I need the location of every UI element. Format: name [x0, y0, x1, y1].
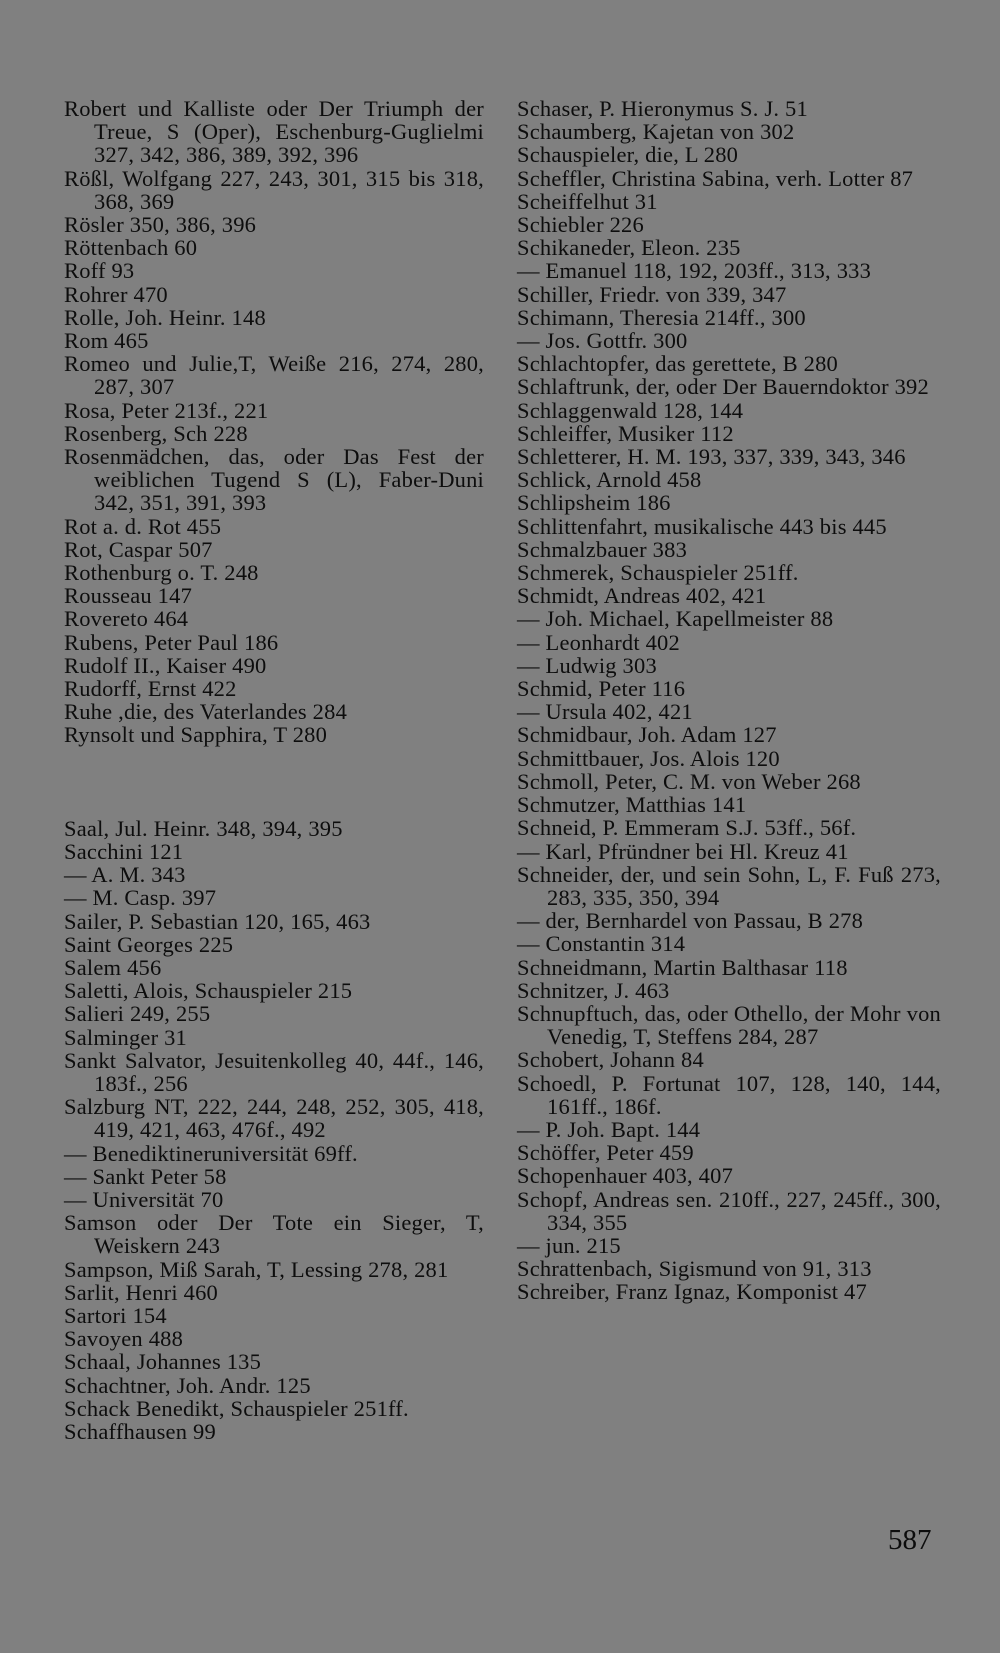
- index-entry: Sailer, P. Sebastian 120, 165, 463: [64, 908, 371, 934]
- index-entry: Schneid, P. Emmeram S.J. 53ff., 56f.: [517, 815, 857, 841]
- index-entry: Schaser, P. Hieronymus S. J. 51: [517, 96, 808, 121]
- index-entry: — Leonhardt 402: [517, 629, 680, 655]
- index-entry: Salzburg NT, 222, 244, 248, 252, 305, 418, 419, 421, 463, 476f., 492: [64, 1094, 484, 1143]
- index-entry: — M. Casp. 397: [64, 885, 217, 911]
- index-entry: Rynsolt und Sapphira, T 280: [64, 722, 328, 748]
- index-entry: Schnupftuch, das, oder Othello, der Mohr von Venedig, T, Steffens 284, 287: [517, 1000, 941, 1050]
- index-entry: Rohrer 470: [64, 281, 168, 307]
- index-entry: Schachtner, Joh. Andr. 125: [64, 1372, 311, 1398]
- index-entry: Sankt Salvator, Jesuitenkolleg 40, 44f., 146, 183f., 256: [64, 1047, 484, 1096]
- index-entry: Ruhe ,die, des Vaterlandes 284: [64, 699, 348, 725]
- index-entry: Rom 465: [64, 328, 149, 354]
- index-entry: Saal, Jul. Heinr. 348, 394, 395: [64, 815, 343, 841]
- index-entry: — Benediktineruniversität 69ff.: [64, 1140, 358, 1166]
- index-entry: Rudolf II., Kaiser 490: [64, 652, 267, 678]
- index-entry: Schlaftrunk, der, oder Der Bauerndoktor 392: [517, 374, 929, 400]
- index-entry: Scheiffelhut 31: [517, 188, 658, 214]
- index-entry: Schobert, Johann 84: [517, 1047, 704, 1073]
- index-entry: Schletterer, H. M. 193, 337, 339, 343, 346: [517, 444, 906, 470]
- index-entry: Schoedl, P. Fortunat 107, 128, 140, 144, 161ff., 186f.: [517, 1070, 941, 1119]
- index-entry: Schlachtopfer, das gerettete, B 280: [517, 351, 838, 377]
- index-entry: Salieri 249, 255: [64, 1001, 211, 1027]
- index-entry: Schiller, Friedr. von 339, 347: [517, 281, 787, 307]
- index-entry: Rubens, Peter Paul 186: [64, 629, 279, 655]
- section-gap: [64, 747, 484, 817]
- index-entry: Rothenburg o. T. 248: [64, 560, 259, 586]
- index-entry: Rosenmädchen, das, oder Das Fest der weiblichen Tugend S (L), Faber-Duni 342, 351, 391, 393: [64, 444, 484, 516]
- index-entry: Schaffhausen 99: [64, 1418, 216, 1444]
- index-entry: Schreiber, Franz Ignaz, Komponist 47: [517, 1279, 867, 1305]
- index-entry: Schmalzbauer 383: [517, 536, 688, 562]
- index-entry: Schack Benedikt, Schauspieler 251ff.: [64, 1395, 409, 1421]
- index-entry: — jun. 215: [517, 1232, 621, 1258]
- index-entry: — P. Joh. Bapt. 144: [517, 1116, 701, 1142]
- index-entry: Roff 93: [64, 258, 135, 284]
- index-entry: Salminger 31: [64, 1024, 188, 1050]
- index-entry: — Sankt Peter 58: [64, 1163, 227, 1189]
- index-entry: — A. M. 343: [64, 862, 186, 888]
- index-entry: Sampson, Miß Sarah, T, Lessing 278, 281: [64, 1256, 449, 1282]
- index-entry: — Constantin 314: [517, 931, 686, 957]
- index-entry: — Ursula 402, 421: [517, 699, 693, 725]
- index-entry: Rovereto 464: [64, 606, 189, 632]
- index-entry: — Emanuel 118, 192, 203ff., 313, 333: [517, 258, 872, 284]
- index-entry: Rößl, Wolfgang 227, 243, 301, 315 bis 318, 368, 369: [64, 165, 484, 214]
- index-entry: Schmittbauer, Jos. Alois 120: [517, 745, 780, 771]
- index-entry: Schlittenfahrt, musikalische 443 bis 445: [517, 513, 887, 539]
- index-entry: — Jos. Gottfr. 300: [517, 328, 688, 354]
- index-entry: Schimann, Theresia 214ff., 300: [517, 304, 806, 330]
- index-entry: Schlipsheim 186: [517, 490, 671, 516]
- index-entry: Rot, Caspar 507: [64, 536, 213, 562]
- index-entry: Scheffler, Christina Sabina, verh. Lotter 87: [517, 165, 914, 191]
- index-entry: Schneider, der, und sein Sohn, L, F. Fuß 273, 283, 335, 350, 394: [517, 861, 941, 910]
- index-entry: Schmidbaur, Joh. Adam 127: [517, 722, 777, 748]
- index-entry: Sarlit, Henri 460: [64, 1279, 219, 1305]
- index-entry: Rousseau 147: [64, 583, 193, 609]
- index-entry: Rosa, Peter 213f., 221: [64, 397, 269, 423]
- index-entry: Schmerek, Schauspieler 251ff.: [517, 560, 799, 586]
- index-entry: Schaumberg, Kajetan von 302: [517, 119, 795, 145]
- index-entry: Schmoll, Peter, C. M. von Weber 268: [517, 768, 861, 794]
- index-entry: Savoyen 488: [64, 1326, 184, 1352]
- index-entry: Schiebler 226: [517, 212, 644, 238]
- index-entry: Rot a. d. Rot 455: [64, 513, 222, 539]
- s-entries: [64, 817, 484, 1443]
- index-entry: Schlick, Arnold 458: [517, 467, 702, 493]
- index-entry: Rosenberg, Sch 228: [64, 420, 248, 446]
- index-entry: Sacchini 121: [64, 838, 184, 864]
- index-entry: Schrattenbach, Sigismund von 91, 313: [517, 1256, 872, 1282]
- index-entry: Schaal, Johannes 135: [64, 1349, 262, 1375]
- index-entry: Schnitzer, J. 463: [517, 977, 670, 1003]
- index-entry: Röttenbach 60: [64, 235, 198, 261]
- index-entry: Saint Georges 225: [64, 931, 234, 957]
- index-entry: Samson oder Der Tote ein Sieger, T, Weiskern 243: [64, 1210, 484, 1259]
- r-entries: [64, 97, 484, 747]
- index-entry: — der, Bernhardel von Passau, B 278: [517, 908, 864, 934]
- index-entry: Schmid, Peter 116: [517, 676, 686, 702]
- index-entry: Schikaneder, Eleon. 235: [517, 235, 741, 261]
- index-entry: Rudorff, Ernst 422: [64, 676, 237, 702]
- index-entry: Sartori 154: [64, 1302, 167, 1328]
- index-entry: Schöffer, Peter 459: [517, 1140, 694, 1166]
- index-entry: — Joh. Michael, Kapellmeister 88: [517, 606, 834, 632]
- index-entry: Salem 456: [64, 954, 162, 980]
- index-entry: Schauspieler, die, L 280: [517, 142, 739, 168]
- index-entry: Schmutzer, Matthias 141: [517, 792, 747, 818]
- index-entry: Rösler 350, 386, 396: [64, 212, 257, 238]
- index-entry: Schmidt, Andreas 402, 421: [517, 583, 767, 609]
- index-entry: Robert und Kalliste oder Der Triumph der Treue, S (Oper), Eschenburg-Guglielmi 327, 342, 386, 389, 392, 396: [64, 96, 484, 168]
- index-entry: — Ludwig 303: [517, 652, 657, 678]
- index-entry: Schopf, Andreas sen. 210ff., 227, 245ff., 300, 334, 355: [517, 1186, 941, 1235]
- index-entry: Schleiffer, Musiker 112: [517, 420, 734, 446]
- index-entry: Romeo und Julie,T, Weiße 216, 274, 280, 287, 307: [64, 351, 484, 400]
- left-column: [64, 97, 484, 1443]
- right-column: [517, 97, 941, 1304]
- index-entry: Rolle, Joh. Heinr. 148: [64, 304, 266, 330]
- index-entry: Schlaggenwald 128, 144: [517, 397, 744, 423]
- index-entry: Schopenhauer 403, 407: [517, 1163, 734, 1189]
- index-entry: — Karl, Pfründner bei Hl. Kreuz 41: [517, 838, 849, 864]
- index-entry: Schneidmann, Martin Balthasar 118: [517, 954, 848, 980]
- index-entry: Saletti, Alois, Schauspieler 215: [64, 978, 353, 1004]
- page-number: 587: [888, 1524, 932, 1556]
- index-entry: — Universität 70: [64, 1186, 224, 1212]
